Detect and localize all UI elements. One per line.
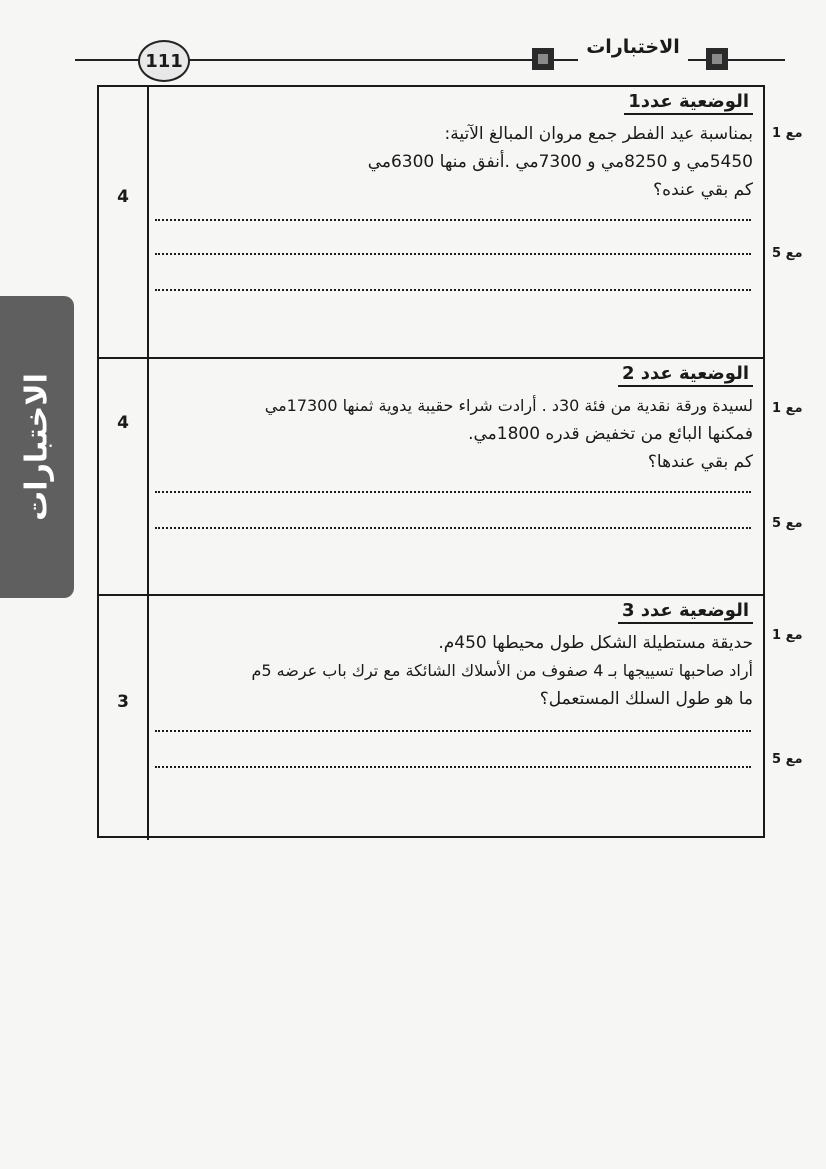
answer-line bbox=[155, 491, 751, 493]
criteria-label: مع 1 bbox=[772, 401, 803, 416]
criteria-label: مع 1 bbox=[772, 628, 803, 643]
header-square-right-icon bbox=[706, 48, 728, 70]
situation-2-line-2: فمكنها البائع من تخفيض قدره 1800مي. bbox=[468, 424, 753, 444]
situation-1-score: 4 bbox=[117, 187, 129, 207]
situation-2-score: 4 bbox=[117, 413, 129, 433]
situation-1-content bbox=[151, 87, 753, 357]
situation-2-title: الوضعية عدد 2 bbox=[618, 363, 753, 387]
situation-1-title: الوضعية عدد1 bbox=[624, 91, 753, 115]
answer-line bbox=[155, 289, 751, 291]
situation-3-line-3: ما هو طول السلك المستعمل؟ bbox=[539, 689, 753, 709]
column-divider bbox=[147, 87, 149, 357]
situation-2-content bbox=[151, 359, 753, 594]
situation-1-line-2: 5450مي و 8250مي و 7300مي .أنفق منها 6300مي bbox=[367, 152, 753, 172]
answer-line bbox=[155, 219, 751, 221]
answer-line bbox=[155, 527, 751, 529]
situation-2-line-1: لسيدة ورقة نقدية من فئة 30د . أرادت شراء حقيبة يدوية ثمنها 17300مي bbox=[264, 396, 753, 415]
criteria-label: مع 5 bbox=[772, 246, 803, 261]
situation-3-score: 3 bbox=[117, 692, 129, 712]
answer-line bbox=[155, 766, 751, 768]
situation-1-row bbox=[99, 87, 763, 357]
criteria-label: مع 1 bbox=[772, 126, 803, 141]
situation-2-row bbox=[99, 357, 763, 594]
section-title: الاختبارات bbox=[578, 36, 688, 66]
column-divider bbox=[147, 596, 149, 840]
answer-line bbox=[155, 253, 751, 255]
situation-1-line-1: بمناسبة عيد الفطر جمع مروان المبالغ الآتية: bbox=[444, 124, 753, 144]
side-section-tab bbox=[0, 296, 74, 598]
situation-3-content bbox=[151, 596, 753, 840]
side-tab-label: الاختبارات bbox=[19, 373, 55, 521]
header-square-left-icon bbox=[532, 48, 554, 70]
situation-1-line-3: كم بقي عنده؟ bbox=[653, 180, 753, 200]
criteria-label: مع 5 bbox=[772, 752, 803, 767]
page-number-badge: 111 bbox=[138, 40, 190, 82]
criteria-label: مع 5 bbox=[772, 516, 803, 531]
answer-line bbox=[155, 730, 751, 732]
situation-3-line-2: أراد صاحبها تسييجها بـ 4 صفوف من الأسلاك الشائكة مع ترك باب عرضه 5م bbox=[251, 661, 753, 680]
situation-3-title: الوضعية عدد 3 bbox=[618, 600, 753, 624]
situation-3-line-1: حديقة مستطيلة الشكل طول محيطها 450م. bbox=[438, 633, 753, 653]
column-divider bbox=[147, 359, 149, 594]
exam-table bbox=[97, 85, 765, 838]
situation-2-line-3: كم بقي عندها؟ bbox=[647, 452, 753, 472]
situation-3-row bbox=[99, 594, 763, 840]
